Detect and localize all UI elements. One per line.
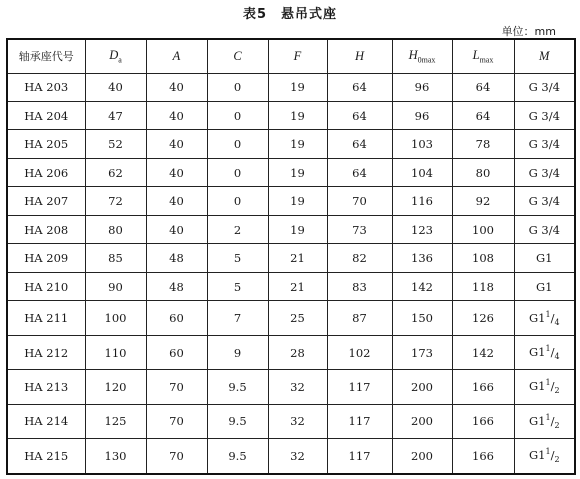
header-cell-h0max: $H_{0max}$	[392, 39, 452, 73]
cell-h: 82	[327, 244, 392, 272]
cell-h0max: 136	[392, 244, 452, 272]
cell-h0max: 103	[392, 130, 452, 158]
cell-lmax: 126	[452, 301, 514, 335]
table-row	[7, 73, 575, 101]
cell-h: 64	[327, 158, 392, 186]
cell-h: 70	[327, 187, 392, 215]
cell-h: 83	[327, 272, 392, 300]
table-row	[7, 404, 575, 438]
cell-da: 125	[85, 404, 146, 438]
cell-da: 62	[85, 158, 146, 186]
cell-c: 7	[207, 301, 268, 335]
cell-m: G 3/4	[514, 101, 575, 129]
cell-code: HA 204	[7, 101, 85, 129]
cell-f: 25	[268, 301, 327, 335]
table-row	[7, 187, 575, 215]
cell-h0max: 116	[392, 187, 452, 215]
table-row	[7, 130, 575, 158]
cell-lmax: 166	[452, 370, 514, 404]
cell-a: 40	[146, 215, 207, 243]
cell-f: 32	[268, 404, 327, 438]
cell-h0max: 173	[392, 335, 452, 369]
cell-da: 85	[85, 244, 146, 272]
cell-c: 0	[207, 130, 268, 158]
table-row	[7, 370, 575, 404]
cell-f: 32	[268, 439, 327, 474]
table-row	[7, 439, 575, 474]
cell-code: HA 210	[7, 272, 85, 300]
cell-lmax: 118	[452, 272, 514, 300]
cell-h: 117	[327, 370, 392, 404]
table-row	[7, 272, 575, 300]
cell-h0max: 200	[392, 370, 452, 404]
table-row	[7, 101, 575, 129]
table-row	[7, 158, 575, 186]
cell-da: 40	[85, 73, 146, 101]
cell-m: G 3/4	[514, 187, 575, 215]
cell-da: 110	[85, 335, 146, 369]
cell-h0max: 200	[392, 404, 452, 438]
cell-m: $G1^1/_4$	[514, 301, 575, 335]
cell-m: G1	[514, 272, 575, 300]
cell-da: 52	[85, 130, 146, 158]
cell-m: G 3/4	[514, 215, 575, 243]
cell-f: 19	[268, 130, 327, 158]
cell-h0max: 96	[392, 101, 452, 129]
cell-m: G1	[514, 244, 575, 272]
table-row	[7, 301, 575, 335]
cell-c: 0	[207, 158, 268, 186]
cell-da: 120	[85, 370, 146, 404]
header-cell-da: $D_a$	[85, 39, 146, 73]
cell-c: 9.5	[207, 439, 268, 474]
cell-lmax: 166	[452, 404, 514, 438]
cell-da: 47	[85, 101, 146, 129]
cell-a: 70	[146, 370, 207, 404]
cell-h: 64	[327, 101, 392, 129]
cell-a: 40	[146, 73, 207, 101]
header-row	[7, 39, 575, 73]
cell-h: 117	[327, 404, 392, 438]
cell-h0max: 123	[392, 215, 452, 243]
table-title: 表5 悬吊式座	[242, 7, 338, 22]
cell-da: 90	[85, 272, 146, 300]
cell-c: 5	[207, 244, 268, 272]
cell-h0max: 150	[392, 301, 452, 335]
cell-code: HA 206	[7, 158, 85, 186]
cell-c: 5	[207, 272, 268, 300]
cell-h: 117	[327, 439, 392, 474]
cell-c: 9.5	[207, 370, 268, 404]
cell-f: 19	[268, 158, 327, 186]
cell-code: HA 209	[7, 244, 85, 272]
cell-a: 40	[146, 158, 207, 186]
table-body	[7, 73, 575, 474]
header-cell-m: M	[514, 39, 575, 73]
cell-lmax: 92	[452, 187, 514, 215]
cell-h: 64	[327, 130, 392, 158]
cell-code: HA 214	[7, 404, 85, 438]
cell-code: HA 215	[7, 439, 85, 474]
hanging-bearing-seat-table	[6, 38, 576, 475]
cell-c: 0	[207, 101, 268, 129]
cell-f: 28	[268, 335, 327, 369]
cell-h0max: 200	[392, 439, 452, 474]
unit-label: 单位：mm	[501, 25, 556, 38]
cell-code: HA 205	[7, 130, 85, 158]
cell-a: 40	[146, 101, 207, 129]
cell-m: G 3/4	[514, 130, 575, 158]
header-cell-f: F	[268, 39, 327, 73]
cell-h0max: 142	[392, 272, 452, 300]
cell-lmax: 64	[452, 101, 514, 129]
cell-a: 40	[146, 187, 207, 215]
cell-f: 19	[268, 215, 327, 243]
cell-a: 60	[146, 301, 207, 335]
cell-m: $G1^1/_2$	[514, 439, 575, 474]
header-cell-h: H	[327, 39, 392, 73]
table-row	[7, 244, 575, 272]
cell-h: 102	[327, 335, 392, 369]
cell-a: 70	[146, 404, 207, 438]
table-row	[7, 335, 575, 369]
cell-code: HA 203	[7, 73, 85, 101]
cell-c: 0	[207, 187, 268, 215]
cell-c: 9	[207, 335, 268, 369]
cell-lmax: 100	[452, 215, 514, 243]
cell-h: 73	[327, 215, 392, 243]
cell-a: 48	[146, 272, 207, 300]
cell-m: G 3/4	[514, 158, 575, 186]
header-cell-code: 轴承座代号	[7, 39, 85, 73]
header-cell-lmax: $L_{max}$	[452, 39, 514, 73]
cell-lmax: 64	[452, 73, 514, 101]
cell-code: HA 208	[7, 215, 85, 243]
cell-m: $G1^1/_2$	[514, 370, 575, 404]
table-row	[7, 215, 575, 243]
cell-lmax: 108	[452, 244, 514, 272]
cell-f: 21	[268, 244, 327, 272]
cell-c: 9.5	[207, 404, 268, 438]
cell-f: 21	[268, 272, 327, 300]
cell-h: 87	[327, 301, 392, 335]
cell-code: HA 213	[7, 370, 85, 404]
cell-da: 130	[85, 439, 146, 474]
cell-lmax: 78	[452, 130, 514, 158]
cell-a: 60	[146, 335, 207, 369]
header-cell-c: C	[207, 39, 268, 73]
cell-lmax: 166	[452, 439, 514, 474]
cell-a: 40	[146, 130, 207, 158]
cell-a: 48	[146, 244, 207, 272]
cell-da: 100	[85, 301, 146, 335]
cell-da: 72	[85, 187, 146, 215]
cell-lmax: 142	[452, 335, 514, 369]
cell-f: 32	[268, 370, 327, 404]
cell-h0max: 104	[392, 158, 452, 186]
cell-c: 2	[207, 215, 268, 243]
cell-da: 80	[85, 215, 146, 243]
cell-f: 19	[268, 101, 327, 129]
cell-m: $G1^1/_2$	[514, 404, 575, 438]
cell-m: $G1^1/_4$	[514, 335, 575, 369]
cell-code: HA 207	[7, 187, 85, 215]
cell-f: 19	[268, 187, 327, 215]
header-cell-a: A	[146, 39, 207, 73]
cell-f: 19	[268, 73, 327, 101]
cell-h0max: 96	[392, 73, 452, 101]
cell-h: 64	[327, 73, 392, 101]
cell-m: G 3/4	[514, 73, 575, 101]
cell-code: HA 212	[7, 335, 85, 369]
cell-lmax: 80	[452, 158, 514, 186]
cell-code: HA 211	[7, 301, 85, 335]
cell-c: 0	[207, 73, 268, 101]
cell-a: 70	[146, 439, 207, 474]
